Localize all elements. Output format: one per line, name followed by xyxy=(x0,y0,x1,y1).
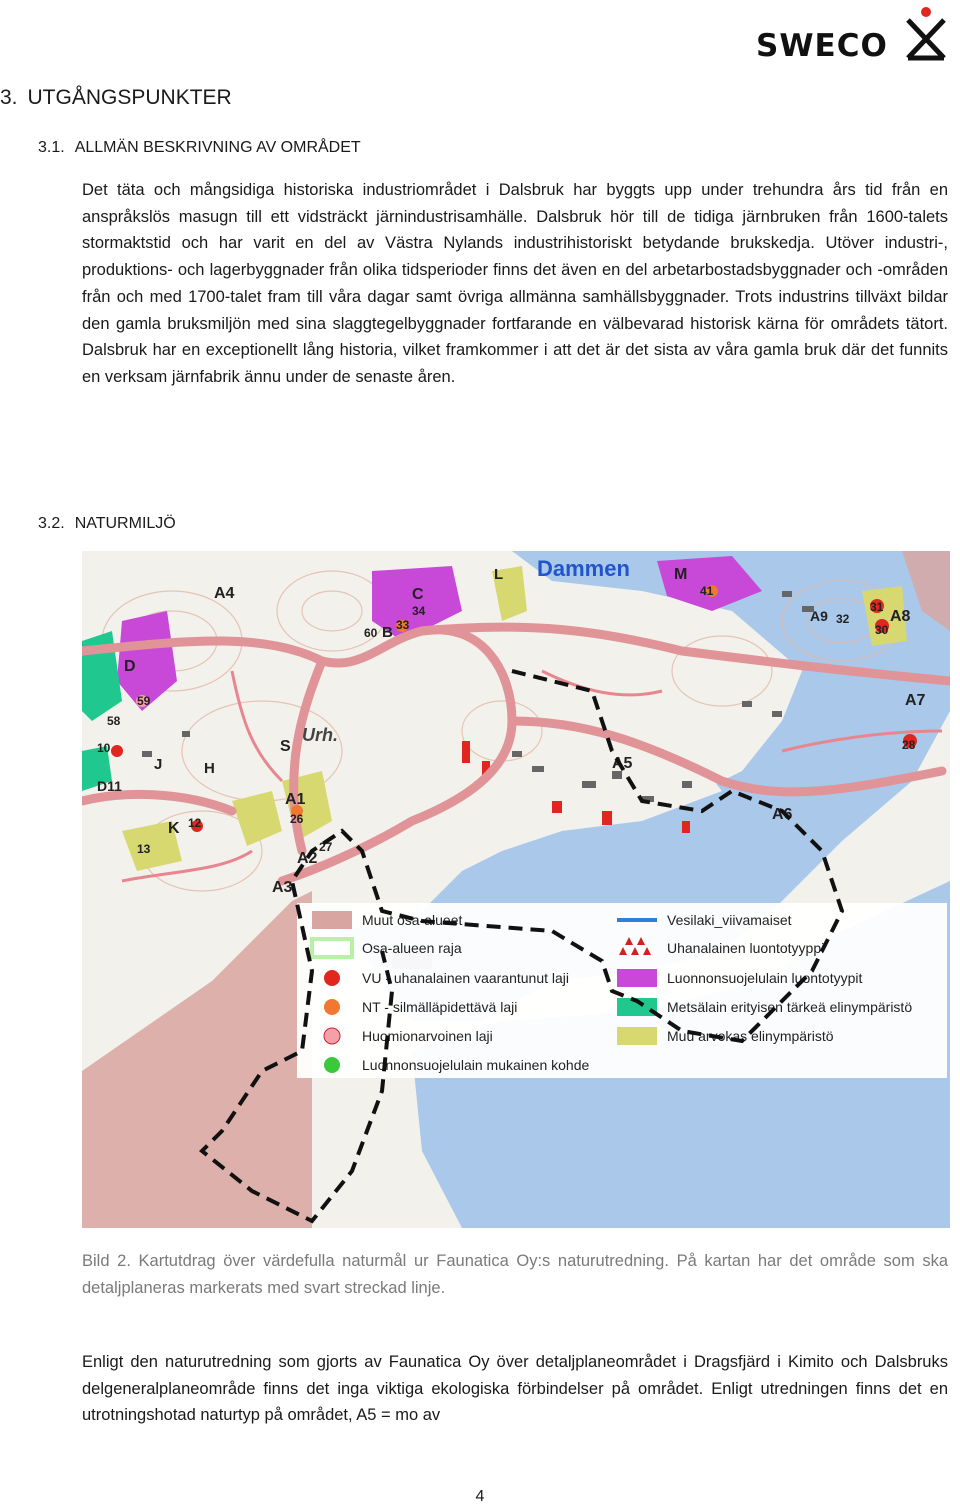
map-label-34: 34 xyxy=(412,604,426,618)
map-label-a6: A6 xyxy=(772,806,793,823)
map-label-l: L xyxy=(494,566,504,583)
map-label-a4: A4 xyxy=(214,585,235,602)
sweco-logo xyxy=(756,6,950,62)
legend-label-nt: NT - silmälläpidettävä laji xyxy=(362,999,518,1015)
legend-swatch-muut xyxy=(312,911,352,929)
map-label-a8: A8 xyxy=(890,608,911,625)
map-label-a5: A5 xyxy=(612,755,633,772)
page-number: 4 xyxy=(475,1488,485,1505)
section-heading xyxy=(0,86,232,110)
map-label-a3: A3 xyxy=(272,879,293,896)
legend-label-muu-arvokas: Muu arvokas elinympäristö xyxy=(667,1028,834,1044)
map-label-13: 13 xyxy=(137,842,151,856)
map-label-33: 33 xyxy=(396,618,410,632)
map-label-h: H xyxy=(204,760,215,777)
map-label-12: 12 xyxy=(188,816,202,830)
map-label-a2: A2 xyxy=(297,850,318,867)
map-label-j: J xyxy=(154,756,163,773)
legend-label-muut: Muut osa-alueet xyxy=(362,912,463,928)
legend-label-luonnon: Luonnonsuojelulain mukainen kohde xyxy=(362,1057,590,1073)
map-label-b: B xyxy=(382,624,393,641)
map-label-28: 28 xyxy=(902,738,916,752)
map-label-58: 58 xyxy=(107,714,121,728)
legend-label-luonnonsuojelulain: Luonnonsuojelulain luontotyypit xyxy=(667,970,863,986)
map-label-m: M xyxy=(674,566,688,583)
legend-swatch-muu-arvokas xyxy=(617,1027,657,1045)
legend-dot-huom xyxy=(324,1028,340,1044)
figure-caption: Bild 2. Kartutdrag över värdefulla naturmål ur Faunatica Oy:s naturutredning. På kartan har det område som ska detaljplaneras markerats med svart streckad linje. xyxy=(82,1252,948,1297)
map-label-10: 10 xyxy=(97,741,111,755)
nature-map xyxy=(82,551,950,1228)
legend-label-vu: VU - uhanalainen vaarantunut laji xyxy=(362,970,570,986)
subsection-heading-1 xyxy=(38,139,361,157)
map-label-26: 26 xyxy=(290,812,304,826)
map-label-urh: Urh. xyxy=(302,725,338,745)
legend-swatch-luonnonsuojelulain xyxy=(617,969,657,987)
logo-text: SWECO xyxy=(756,28,888,64)
legend-label-huom: Huomionarvoinen laji xyxy=(362,1028,493,1044)
legend-label-metsalain: Metsälain erityisen tärkeä elinympäristö xyxy=(667,999,913,1015)
map-label-31: 31 xyxy=(870,600,884,614)
legend-label-uhanalainen: Uhanalainen luontotyyppi xyxy=(667,940,825,956)
subsection-title: NATURMILJÖ xyxy=(74,515,176,532)
map-label-a9: A9 xyxy=(810,608,828,624)
map-label-a7: A7 xyxy=(905,692,926,709)
body-paragraph-1: Det täta och mångsidiga historiska industriområdet i Dalsbruk har byggts upp under trehundra års tid från en anspråkslös masugn till ett vidsträckt järnindustrisamhälle. Dalsbruk hör till de tidiga järnbruken från 1600-talets stormaktstid och har varit en del av Västra Nylands industrihistoriskt betydande brukskedja. Utöver industri-, produktions- och lagerbyggnader från olika tidsperioder finns det även en del arbetarbostadsbyggnader och -områden från och med 1700-talet fram till våra dagar samt övriga allmänna samhällsbyggnader. Trots industrins tillväxt bildar den gamla bruksmiljön med sina slaggtegelbyggnader fortfarande en välbevarad historisk kärna för områdets tätort. Dalsbruk har en exceptionellt lång historia, vilket framkommer i att det är det sista av våra gamla bruk där det funnits en verksam järnfabrik ännu under de senaste åren. xyxy=(82,181,948,386)
map-label-s: S xyxy=(280,738,291,755)
subsection-title: ALLMÄN BESKRIVNING AV OMRÅDET xyxy=(74,139,361,156)
map-label-27: 27 xyxy=(319,840,333,854)
map-label-d11: D11 xyxy=(97,778,122,794)
legend-background xyxy=(297,903,947,1078)
habitat-pink xyxy=(82,891,312,1228)
map-label-a1: A1 xyxy=(285,791,306,808)
map-label-d: D xyxy=(124,658,136,675)
legend-swatch-raja xyxy=(312,939,352,957)
map-label-32: 32 xyxy=(836,612,850,626)
section-title: UTGÅNGSPUNKTER xyxy=(27,86,232,109)
map-label-59: 59 xyxy=(137,694,151,708)
subsection-number: 3.2. xyxy=(38,515,65,532)
map-label-60: 60 xyxy=(364,626,378,640)
map-label-k: K xyxy=(168,820,180,837)
habitat-yellow-1 xyxy=(232,791,282,846)
map-label-dammen: Dammen xyxy=(537,556,630,581)
map-canvas xyxy=(82,551,950,1228)
subsection-number: 3.1. xyxy=(38,139,65,156)
map-label-30: 30 xyxy=(875,623,889,637)
body-paragraph-2: Enligt den naturutredning som gjorts av Faunatica Oy över detaljplaneområdet i Dragsfjärd i Kimito och Dalsbruks delgeneralplaneområde finns det inga viktiga ekologiska förbindelser på området. Enligt utredningen finns det en utrotningshotad naturtyp på området, A5 = mo av xyxy=(82,1353,948,1425)
map-label-41: 41 xyxy=(700,584,714,598)
subsection-heading-2 xyxy=(38,515,176,533)
legend-dot-luonnon xyxy=(324,1057,340,1073)
legend-label-raja: Osa-alueen raja xyxy=(362,940,462,956)
legend-dot-vu xyxy=(324,970,340,986)
map-label-c: C xyxy=(412,586,424,603)
legend-label-vesilaki: Vesilaki_viivamaiset xyxy=(667,912,792,928)
section-number: 3. xyxy=(0,86,18,109)
logo-mark-icon xyxy=(902,6,950,62)
legend-dot-nt xyxy=(324,999,340,1015)
